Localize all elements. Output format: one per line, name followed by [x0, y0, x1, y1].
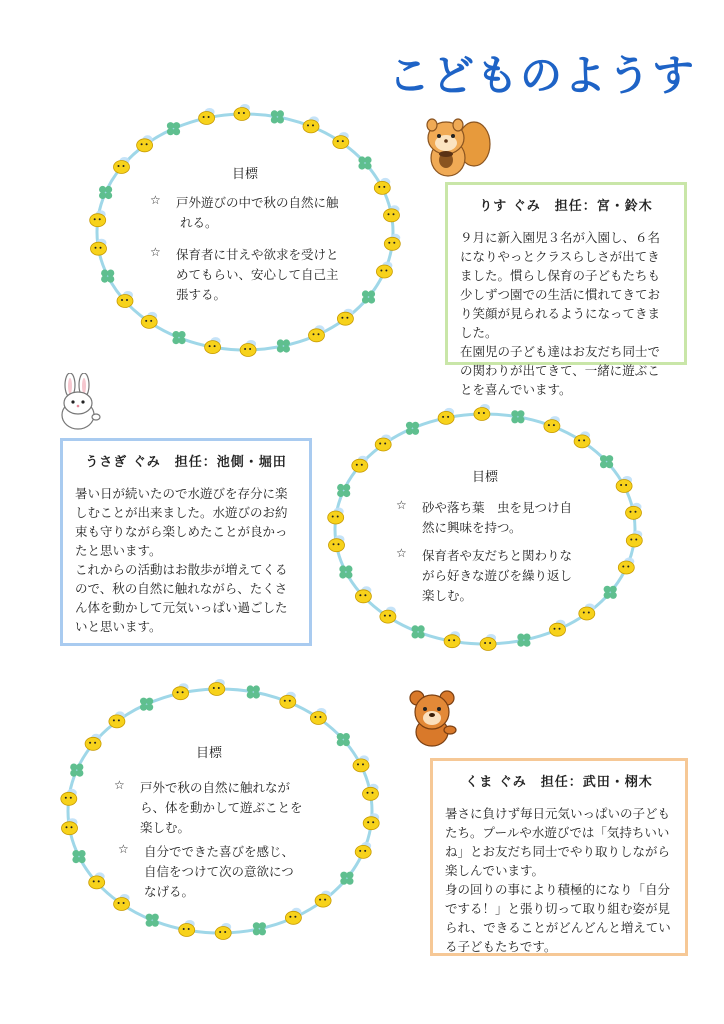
- bee-icon: [444, 631, 460, 648]
- class-card-risu: [445, 182, 687, 397]
- goal-wreath-1: [80, 95, 410, 370]
- star-icon: ☆: [396, 498, 407, 512]
- goal-text-line: 楽しむ。: [140, 820, 191, 835]
- goal-heading: 目標: [232, 167, 259, 182]
- report-paragraph: 在園児の子ども達はお友だち同士での関わりが出てきて、一緒に遊ぶことを喜んでいます。: [460, 344, 661, 397]
- goal-text-line: 然に興味を持つ。: [422, 520, 522, 535]
- bee-icon: [179, 920, 195, 937]
- report-paragraph: 暑い日が続いたので水遊びを存分に楽しむことが出来ました。水遊びのお約束も守りながら楽しめたことが良かったと思います。: [75, 486, 288, 558]
- bee-icon: [333, 132, 349, 149]
- bee-icon: [363, 813, 379, 830]
- bee-icon: [114, 157, 130, 174]
- bee-icon: [61, 789, 77, 806]
- bee-icon: [355, 842, 371, 859]
- goal-wreath-2: [320, 398, 650, 660]
- bee-icon: [209, 679, 225, 696]
- bee-icon: [550, 620, 566, 637]
- bee-icon: [91, 239, 107, 256]
- bee-icon: [205, 337, 221, 354]
- bee-icon: [309, 325, 325, 342]
- bee-icon: [62, 818, 78, 835]
- bee-icon: [380, 607, 396, 624]
- goal-text-line: 戸外遊びの中で秋の自然に触: [176, 195, 339, 210]
- bee-icon: [109, 711, 125, 728]
- bee-icon: [328, 508, 344, 525]
- bee-icon: [137, 135, 153, 152]
- goal-text: [140, 778, 303, 838]
- goal-text-line: なげる。: [144, 884, 195, 899]
- bee-icon: [280, 692, 296, 709]
- class-title: りす ぐみ 担任：宮・鈴木: [479, 199, 653, 214]
- bee-icon: [303, 116, 319, 132]
- bee-icon: [626, 531, 642, 548]
- goal-item: [150, 193, 350, 233]
- bee-icon: [234, 104, 250, 121]
- class-title: くま ぐみ 担任：武田・栩木: [465, 775, 653, 790]
- star-icon: ☆: [118, 842, 129, 856]
- goal-text-line: 保育者や友だちと関わりな: [422, 548, 573, 563]
- goal-item: [396, 546, 596, 606]
- rabbit-icon: [54, 373, 106, 431]
- goal-text: [422, 546, 572, 606]
- bee-icon: [618, 558, 634, 575]
- goal-heading: 目標: [196, 746, 223, 761]
- goal-item: [114, 778, 324, 838]
- goal-text-line: 張する。: [176, 287, 227, 302]
- goal-text: [144, 842, 294, 902]
- class-card-kuma: [430, 758, 688, 956]
- goal-text-line: 自分でできた喜びを感じ、: [144, 844, 295, 859]
- bee-icon: [199, 108, 215, 125]
- class-report: [460, 228, 672, 399]
- bee-icon: [363, 784, 379, 801]
- class-title: うさぎ ぐみ 担任：池側・堀田: [85, 455, 287, 470]
- goal-text: [422, 498, 572, 538]
- goal-text-line: れる。: [180, 215, 218, 230]
- bee-icon: [544, 416, 560, 433]
- bee-icon: [376, 262, 392, 279]
- bee-icon: [474, 404, 490, 421]
- bee-icon: [141, 312, 157, 329]
- goal-text-line: めてもらい、安心して自己主: [176, 267, 339, 282]
- class-report: [445, 804, 673, 956]
- bee-icon: [375, 435, 391, 452]
- bee-icon: [310, 708, 326, 725]
- star-icon: ☆: [114, 778, 125, 792]
- report-paragraph: ９月に新入園児３名が入園し、６名になりやっとクラスらしさが出てきました。慣らし保育の子どもたちも少しずつ園での生活に慣れてきており笑顔が見られるようになってきました。: [460, 230, 661, 340]
- goal-text: [176, 193, 339, 233]
- goal-text-line: 楽しむ。: [422, 588, 473, 603]
- star-icon: ☆: [396, 546, 407, 560]
- class-card-usagi: [60, 438, 312, 646]
- bee-icon: [337, 309, 353, 326]
- goal-text-line: ら、体を動かして遊ぶことを: [140, 800, 303, 815]
- goal-text: [176, 245, 339, 305]
- bear-icon: [404, 688, 462, 748]
- bee-icon: [173, 683, 189, 700]
- goal-item: [396, 498, 596, 538]
- bee-icon: [384, 205, 400, 222]
- bee-icon: [574, 431, 590, 448]
- bee-icon: [626, 503, 642, 520]
- report-paragraph: 身の回りの事により積極的になり「自分でする！」と張り切って取り組む姿が見られ、できることがどんどんと増えている子どもたちです。: [445, 882, 671, 954]
- star-icon: ☆: [150, 245, 161, 259]
- report-paragraph: これからの活動はお散歩が増えてくるので、秋の自然に触れながら、たくさん体を動かして元気いっぱい過ごしたいと思います。: [75, 562, 288, 634]
- goal-wreath-3: [50, 670, 390, 952]
- page-title: こどものようす: [388, 51, 697, 100]
- squirrel-icon: [418, 118, 492, 180]
- bee-icon: [215, 923, 231, 940]
- goal-item: [118, 842, 328, 902]
- goal-item: [150, 245, 350, 305]
- bee-icon: [85, 734, 101, 751]
- bee-icon: [90, 210, 106, 227]
- bee-icon: [438, 408, 454, 425]
- star-icon: ☆: [150, 193, 161, 207]
- bee-icon: [329, 535, 345, 552]
- bee-icon: [384, 234, 400, 251]
- goal-text-line: 砂や落ち葉 虫を見つけ自: [422, 500, 573, 515]
- bee-icon: [240, 340, 256, 357]
- bee-icon: [480, 634, 496, 651]
- report-paragraph: 暑さに負けず毎日元気いっぱいの子どもたち。プールや水遊びでは「気持ちいいね」とお友だち同士でやり取りしながら楽しんでいます。: [445, 806, 671, 878]
- bee-icon: [352, 456, 368, 473]
- goal-text-line: 保育者に甘えや欲求を受けと: [176, 247, 339, 262]
- goal-heading: 目標: [472, 470, 499, 485]
- bee-icon: [285, 908, 301, 925]
- goal-text-line: 自信をつけて次の意欲につ: [144, 864, 294, 879]
- class-report: [75, 484, 297, 636]
- goal-text-line: がら好きな遊びを繰り返し: [422, 568, 573, 583]
- goal-text-line: 戸外で秋の自然に触れなが: [140, 780, 291, 795]
